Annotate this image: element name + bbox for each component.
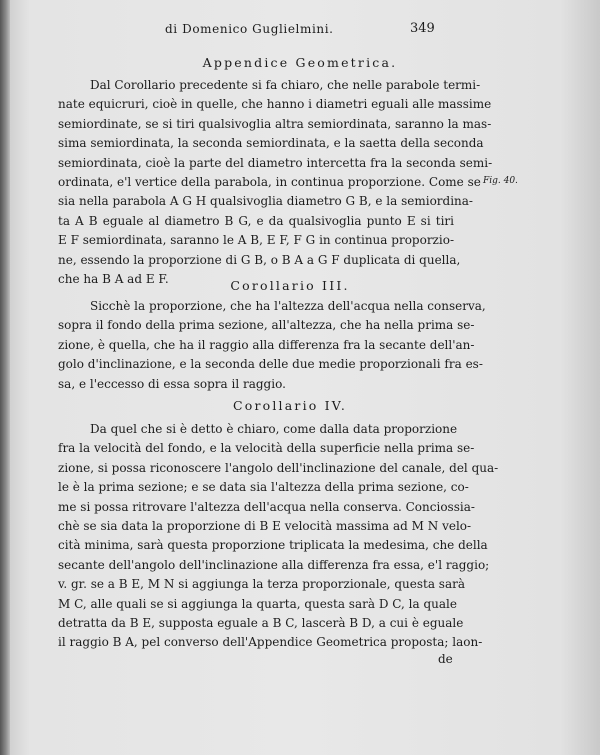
paragraph-corollary-4 — [58, 420, 499, 653]
text-line: le è la prima sezione; e se data sia l'altezza della prima sezione, co- — [58, 480, 469, 495]
page-number: 349 — [410, 21, 435, 36]
paragraph-corollary-3 — [58, 297, 486, 394]
text-line: zione, si possa riconoscere l'angolo dell'inclinazione del canale, del qua- — [58, 460, 499, 475]
book-spine-shadow — [0, 0, 10, 755]
text-line: E F semiordinata, saranno le A B, E F, F G in continua proporzio- — [58, 233, 454, 248]
text-line: ta A B eguale al diametro B G, e da qualsivoglia punto E si tiri — [58, 213, 454, 228]
text-line: golo d'inclinazione, e la seconda delle due medie proporzionali fra es- — [58, 357, 483, 372]
text-line: sima semiordinata, la seconda semiordinata, e la saetta della seconda — [58, 136, 484, 151]
text-line: ne, essendo la proporzione di G B, o B A a G F duplicata di quella, — [58, 252, 461, 267]
text-line: sia nella parabola A G H qualsivoglia diametro G B, e la semiordina- — [58, 194, 473, 209]
text-line: Dal Corollario precedente si fa chiaro, che nelle parabole termi- — [90, 78, 481, 92]
text-line: detratta da B E, supposta eguale a B C, lascerà B D, a cui è eguale — [58, 615, 464, 630]
catchword: de — [438, 652, 453, 666]
text-line: Da quel che si è detto è chiaro, come dalla data proporzione — [90, 422, 458, 436]
text-line: cità minima, sarà questa proporzione triplicata la medesima, che della — [58, 538, 488, 553]
text-line: Sicchè la proporzione, che ha l'altezza dell'acqua nella conserva, — [90, 299, 486, 313]
text-line: M C, alle quali se si aggiunga la quarta, questa sarà D C, la quale — [58, 596, 457, 611]
section-heading-corollary-4: Corollario IV. — [232, 398, 348, 413]
text-line: v. gr. se a B E, M N si aggiunga la terza proporzionale, questa sarà — [58, 577, 466, 592]
text-line: semiordinata, cioè la parte del diametro intercetta fra la seconda semi- — [58, 155, 493, 170]
section-heading-corollary-3: Corollario III. — [230, 278, 350, 293]
text-line: secante dell'angolo dell'inclinazione alla differenza fra essa, e'l raggio; — [58, 557, 490, 572]
text-line: me si possa ritrovare l'altezza dell'acqua nella conserva. Conciossia- — [58, 499, 475, 514]
text-line: semiordinate, se si tiri qualsivoglia altra semiordinata, saranno la mas- — [58, 116, 492, 131]
text-line: sa, e l'eccesso di essa sopra il raggio. — [58, 376, 286, 391]
text-line: nate equicruri, cioè in quelle, che hanno i diametri eguali alle massime — [58, 97, 492, 112]
text-line: sopra il fondo della prima sezione, all'altezza, che ha nella prima se- — [58, 318, 475, 333]
running-title: di Domenico Guglielmini. — [165, 22, 334, 36]
text-line: zione, è quella, che ha il raggio alla differenza fra la secante dell'an- — [58, 337, 475, 352]
text-line: ordinata, e'l vertice della parabola, in continua proporzione. Come se — [58, 174, 481, 189]
paragraph-appendix — [58, 76, 493, 289]
text-line: chè se sia data la proporzione di B E velocità massima ad M N velo- — [58, 518, 472, 533]
margin-note-figure: Fig. 40. — [483, 176, 518, 186]
section-heading-appendix: Appendice Geometrica. — [202, 55, 398, 70]
text-line: che ha B A ad E F. — [58, 271, 169, 286]
text-line: il raggio B A, pel converso dell'Appendice Geometrica proposta; laon- — [58, 635, 483, 650]
text-line: fra la velocità del fondo, e la velocità della superficie nella prima se- — [58, 441, 475, 456]
